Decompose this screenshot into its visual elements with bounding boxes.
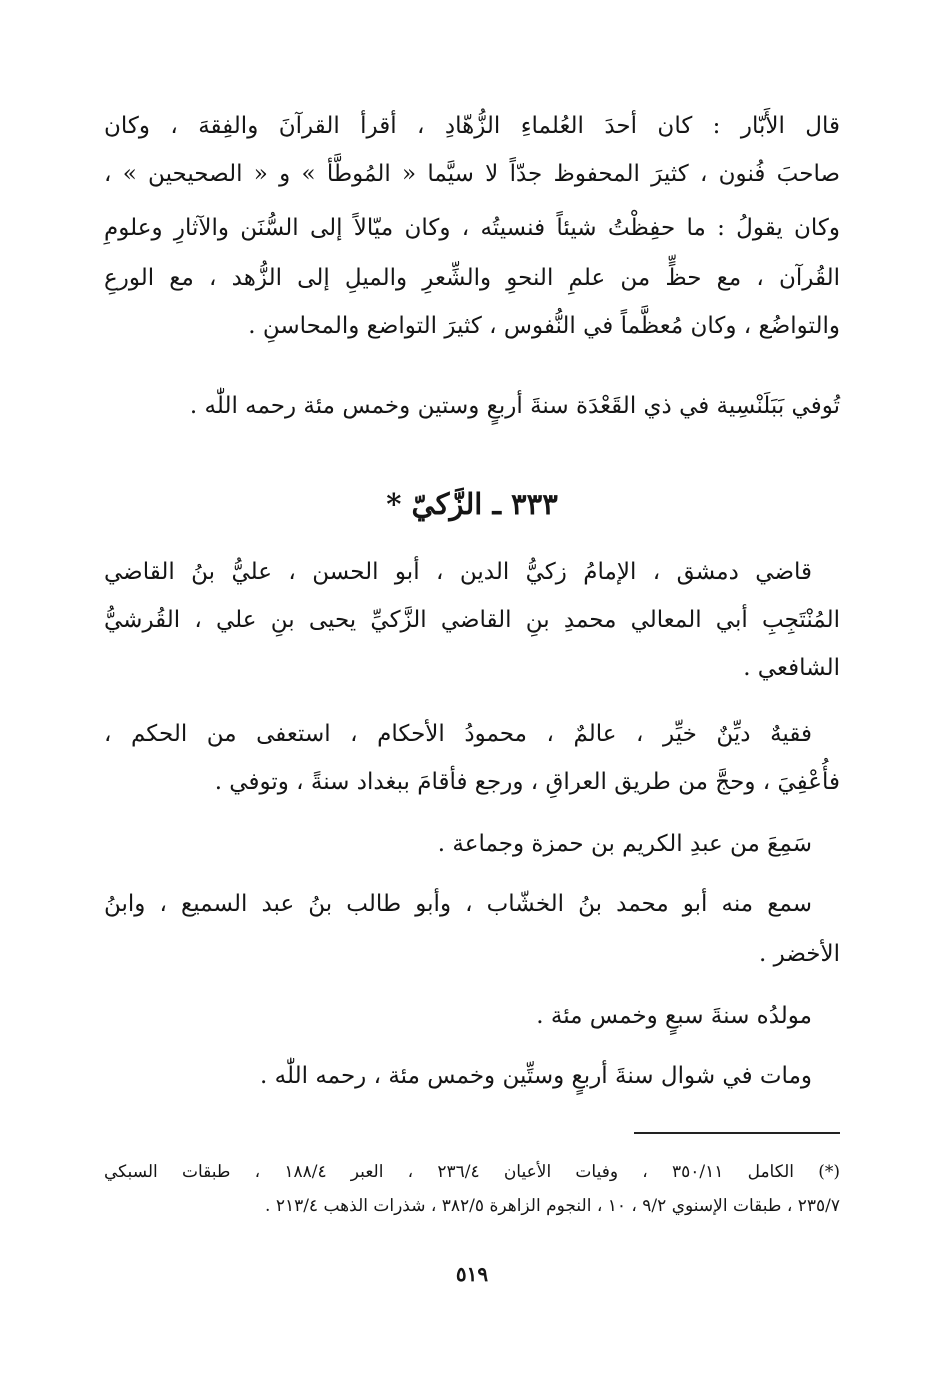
- text-line: سمع منه أبو محمد بنُ الخشّاب ، وأبو طالب بنُ عبد السميع ، وابنُ: [104, 891, 812, 917]
- text-line: قال الأَبّار : كان أحدَ العُلماءِ الزُّهّادِ ، أقرأ القرآنَ والفِقهَ ، وكان: [104, 113, 840, 139]
- death-line: ومات في شوال سنةَ أربعٍ وستِّين وخمس مئة ، رحمه اللّٰه .: [260, 1063, 812, 1089]
- entry-heading: ٣٣٣ ـ الزَّكيّ *: [386, 487, 558, 521]
- page-number: ٥١٩: [455, 1262, 489, 1286]
- text-line: وكان يقولُ : ما حفِظْتُ شيئاً فنسيتُه ، وكان ميّالاً إلى السُّنَن والآثارِ وعلومِ: [104, 215, 840, 241]
- text-line: القُرآن ، مع حظٍّ من علمِ النحوِ والشِّعرِ والميلِ إلى الزُّهد ، مع الورعِ: [104, 265, 840, 291]
- text-line: والتواضُع ، وكان مُعظَّماً في النُّفوس ، كثيرَ التواضع والمحاسنِ .: [248, 313, 840, 339]
- text-line: صاحبَ فُنون ، كثيرَ المحفوظ جدّاً لا سيَّما « المُوطَّأ » و « الصحيحين » ،: [104, 161, 840, 187]
- footnote-rule: [634, 1132, 840, 1134]
- text-line: فأُعْفِيَ ، وحجَّ من طريق العراقِ ، ورجع فأقامَ ببغداد سنةً ، وتوفي .: [214, 769, 840, 795]
- text-line: فقيهٌ ديِّنٌ خيِّر ، عالمٌ ، محمودُ الأحكام ، استعفى من الحكم ،: [104, 721, 812, 747]
- text-line: الشافعي .: [743, 655, 840, 681]
- text-line: قاضي دمشق ، الإمامُ زكيُّ الدين ، أبو الحسن ، عليُّ بنُ القاضي: [104, 559, 812, 585]
- footnote-line: ٢٣٥/٧ ، طبقات الإسنوي ٩/٢ ، ١٠ ، النجوم الزاهرة ٣٨٢/٥ ، شذرات الذهب ٢١٣/٤ .: [265, 1196, 840, 1216]
- text-line: المُنْتَجِبِ أبي المعالي محمدِ بنِ القاضي الزَّكيِّ يحيى بنِ علي ، القُرشيُّ: [104, 607, 840, 633]
- death-note-line: تُوفي بَبَلَنْسِية في ذي القَعْدَة سنةَ أربعٍ وستين وخمس مئة رحمه اللّٰه .: [189, 393, 840, 419]
- footnote-line: (*) الكامل ٣٥٠/١١ ، وفيات الأعيان ٢٣٦/٤ ، العبر ١٨٨/٤ ، طبقات السبكي: [104, 1162, 841, 1182]
- text-line: الأخضر .: [759, 941, 840, 967]
- heard-from-line: سَمِعَ من عبدِ الكريم بن حمزة وجماعة .: [437, 831, 812, 857]
- birth-line: مولدُه سنةَ سبعٍ وخمس مئة .: [536, 1003, 812, 1029]
